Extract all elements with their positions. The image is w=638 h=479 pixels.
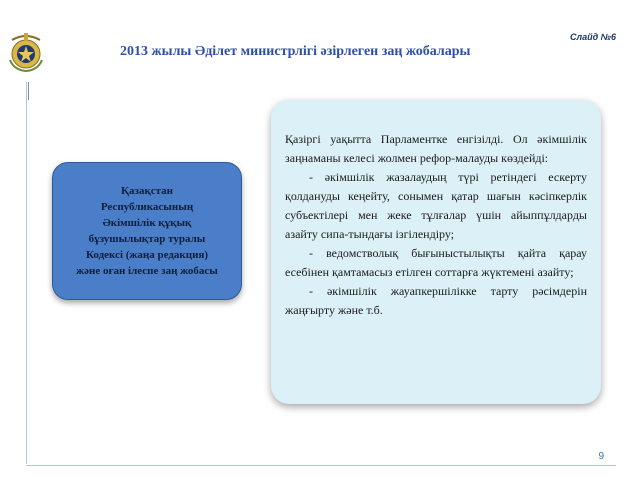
bottom-border-line xyxy=(26,465,616,466)
left-border-line xyxy=(26,82,27,464)
slide-number-label: Слайд №6 xyxy=(570,32,616,42)
page-number: 9 xyxy=(598,451,604,462)
description-box xyxy=(271,100,601,404)
law-title-line: Республикасының xyxy=(100,201,194,213)
ministry-emblem-icon xyxy=(6,30,46,74)
law-title-line: Кодексі (жаңа редакция) xyxy=(85,249,209,261)
law-title-line: Әкімшілік құқық xyxy=(102,217,192,229)
law-title-box xyxy=(52,162,242,300)
law-title-line: бұзушылықтар туралы xyxy=(88,233,206,245)
law-title-line: Қазақстан xyxy=(121,185,173,197)
description-paragraph: Қазіргі уақытта Парламентке енгізілді. Ол әкімшілік заңнаманы келесі жолмен рефор-малауды көздейді: xyxy=(285,132,587,165)
description-bullet: - ведомстволық бығыныстылықты қайта қарау есебінен қамтамасыз етілген соттарға жүктемені азайту; xyxy=(285,246,587,279)
left-accent-line xyxy=(28,82,29,100)
description-bullet: - әкімшілік жазалаудың түрі ретіндегі ескерту қолдануды кеңейту, сонымен қатар шағын кәсіпкерлік субъектілері мен жеке тұлғалар үшін айыппұлдарды азайту сипа-тындағы ізгілендіру; xyxy=(285,170,587,241)
law-title-line: және оған ілеспе заң жобасы xyxy=(76,265,218,277)
description-bullet: - әкімшілік жауапкершілікке тарту рәсімдерін жаңғырту және т.б. xyxy=(285,284,587,317)
slide-title: 2013 жылы Әділет министрлігі әзірлеген заң жобалары xyxy=(120,44,471,59)
